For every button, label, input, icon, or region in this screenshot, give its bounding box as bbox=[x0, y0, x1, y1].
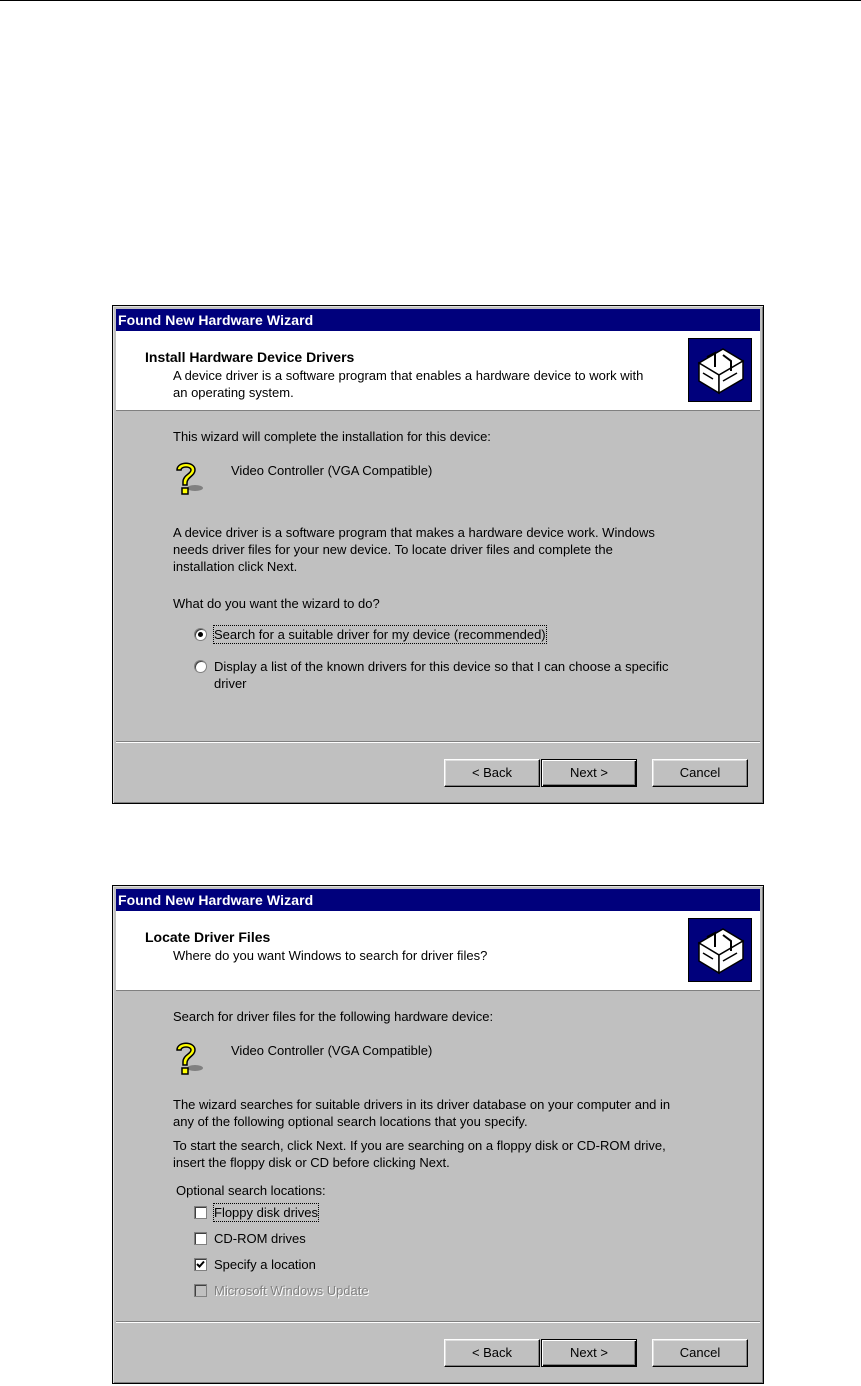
header-title: Locate Driver Files bbox=[145, 929, 271, 945]
cdrom-label[interactable]: CD-ROM drives bbox=[214, 1231, 306, 1246]
header-subtitle-cont: an operating system. bbox=[173, 385, 294, 400]
display-list-radio[interactable] bbox=[194, 660, 207, 673]
question-mark-icon bbox=[171, 1038, 211, 1082]
radio-selected-dot bbox=[198, 632, 203, 637]
next-button[interactable]: Next > bbox=[541, 759, 637, 787]
description-line-2: needs driver files for your new device. To locate driver files and complete the bbox=[173, 542, 613, 557]
instructions-line-2: insert the floppy disk or CD before clicking Next. bbox=[173, 1155, 450, 1170]
search-driver-label[interactable]: Search for a suitable driver for my device (recommended) bbox=[214, 627, 546, 642]
windows-update-checkbox bbox=[194, 1284, 207, 1297]
description-line-1: A device driver is a software program that makes a hardware device work. Windows bbox=[173, 525, 655, 540]
floppy-checkbox[interactable] bbox=[194, 1206, 207, 1219]
checkmark-icon bbox=[196, 1260, 205, 1269]
cancel-button[interactable]: Cancel bbox=[652, 759, 748, 787]
floppy-label[interactable]: Floppy disk drives bbox=[214, 1205, 319, 1220]
wizard-header bbox=[116, 331, 760, 411]
specify-location-label[interactable]: Specify a location bbox=[214, 1257, 316, 1272]
description-line-1: The wizard searches for suitable drivers in its driver database on your computer and in bbox=[173, 1097, 671, 1112]
description-line-3: installation click Next. bbox=[173, 559, 298, 574]
specify-location-checkbox[interactable] bbox=[194, 1258, 207, 1271]
windows-update-label: Microsoft Windows Update bbox=[214, 1283, 369, 1298]
search-driver-radio[interactable] bbox=[194, 628, 207, 641]
header-subtitle: A device driver is a software program that enables a hardware device to work with bbox=[173, 368, 644, 383]
cancel-button[interactable]: Cancel bbox=[652, 1339, 748, 1367]
header-title: Install Hardware Device Drivers bbox=[145, 349, 355, 365]
device-name: Video Controller (VGA Compatible) bbox=[231, 1043, 433, 1058]
display-list-label[interactable]: Display a list of the known drivers for this device so that I can choose a specific bbox=[214, 659, 669, 674]
wizard-intro: This wizard will complete the installation for this device: bbox=[173, 429, 491, 444]
hardware-box-icon bbox=[688, 918, 752, 982]
next-button[interactable]: Next > bbox=[541, 1339, 637, 1367]
header-subtitle: Where do you want Windows to search for driver files? bbox=[173, 948, 488, 963]
cdrom-checkbox[interactable] bbox=[194, 1232, 207, 1245]
page-top-rule bbox=[0, 0, 861, 1]
wizard-intro: Search for driver files for the following hardware device: bbox=[173, 1009, 494, 1024]
footer-separator bbox=[116, 1321, 760, 1323]
dialog-title-bar[interactable]: Found New Hardware Wizard bbox=[116, 889, 760, 911]
display-list-label-cont[interactable]: driver bbox=[214, 676, 247, 691]
install-drivers-dialog bbox=[112, 305, 764, 804]
back-button[interactable]: < Back bbox=[444, 759, 540, 787]
instructions-line-1: To start the search, click Next. If you are searching on a floppy disk or CD-ROM drive, bbox=[173, 1138, 666, 1153]
description-line-2: any of the following optional search locations that you specify. bbox=[173, 1114, 528, 1129]
wizard-header bbox=[116, 911, 760, 991]
back-button[interactable]: < Back bbox=[444, 1339, 540, 1367]
device-name: Video Controller (VGA Compatible) bbox=[231, 463, 433, 478]
locate-driver-files-dialog bbox=[112, 885, 764, 1384]
dialog-title-bar[interactable]: Found New Hardware Wizard bbox=[116, 309, 760, 331]
question-text: What do you want the wizard to do? bbox=[173, 596, 380, 611]
hardware-box-icon bbox=[688, 338, 752, 402]
options-heading: Optional search locations: bbox=[176, 1183, 326, 1198]
question-mark-icon bbox=[171, 458, 211, 502]
footer-separator bbox=[116, 741, 760, 743]
